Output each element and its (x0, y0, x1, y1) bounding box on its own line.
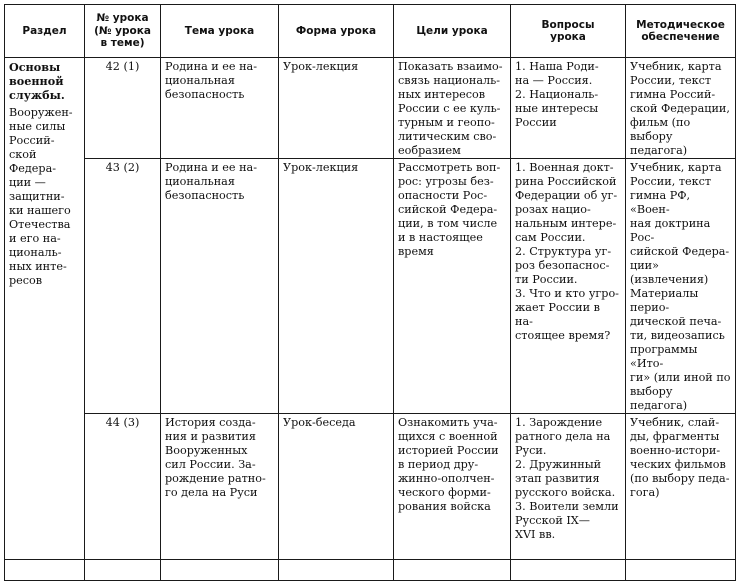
table-row-empty (5, 560, 736, 581)
topic-cell: Родина и ее на- циональная безопасность (161, 159, 279, 414)
header-lesson-number: № урока (№ урока в теме) (85, 5, 161, 58)
header-topic: Тема урока (161, 5, 279, 58)
header-goals: Цели урока (394, 5, 511, 58)
header-section: Раздел (5, 5, 85, 58)
table-row (5, 414, 736, 560)
questions-cell: 1. Наша Роди- на — Россия. 2. Националь- ные интересы России (511, 58, 626, 159)
materials-cell: Учебник, карта России, текст гимна РФ, «Воен- ная доктрина Рос- сийской Федера- ции» (извлечения) Материалы перио- дической печа- ти, видеозапись программы «Ито- ги» (или иной по выбору педагога) (626, 159, 736, 414)
header-form: Форма урока (279, 5, 394, 58)
header-questions: Вопросы урока (511, 5, 626, 58)
section-description: Вооружен- ные силы Россий- ской Федера- ции — защитни- ки нашего Отечества и его на- циональ- ных инте- ресов (9, 106, 73, 287)
lesson-number-cell: 42 (1) (85, 58, 161, 159)
empty-cell (511, 560, 626, 581)
form-cell: Урок-беседа (279, 414, 394, 560)
header-materials: Методическое обеспечение (626, 5, 736, 58)
materials-cell: Учебник, слай- ды, фрагменты военно-истори- ческих фильмов (по выбору педа- гога) (626, 414, 736, 560)
questions-cell: 1. Зарождение ратного дела на Руси. 2. Дружинный этап развития русского войска. 3. Воители земли Русской IX— XVI вв. (511, 414, 626, 560)
goals-cell: Показать взаимо- связь националь- ных интересов России с ее куль- турным и геопо- литическим сво- еобразием (394, 58, 511, 159)
empty-cell (161, 560, 279, 581)
questions-cell: 1. Военная докт- рина Российской Федерации об уг- розах нацио- нальным интере- сам России. 2. Структура уг- роз безопаснос- ти России. 3. Что и кто угро- жает России в на- стоящее время? (511, 159, 626, 414)
lesson-number-cell: 44 (3) (85, 414, 161, 560)
lesson-plan-table (4, 4, 736, 581)
header-row (5, 5, 736, 58)
goals-cell: Рассмотреть воп- рос: угрозы без- опасности Рос- сийской Федера- ции, в том числе и в настоящее время (394, 159, 511, 414)
form-cell: Урок-лекция (279, 159, 394, 414)
goals-cell: Ознакомить уча- щихся с военной историей России в период дру- жинно-ополчен- ческого форми- рования войска (394, 414, 511, 560)
form-cell: Урок-лекция (279, 58, 394, 159)
table-row (5, 58, 736, 159)
topic-cell: История созда- ния и развития Вооруженных сил России. За- рождение ратно- го дела на Руси (161, 414, 279, 560)
section-title: Основы военной службы. (9, 60, 65, 102)
empty-cell (5, 560, 85, 581)
materials-cell: Учебник, карта России, текст гимна Россий- ской Федерации, фильм (по выбору педагога) (626, 58, 736, 159)
empty-cell (626, 560, 736, 581)
section-cell (5, 58, 85, 560)
lesson-number-cell: 43 (2) (85, 159, 161, 414)
empty-cell (394, 560, 511, 581)
topic-cell: Родина и ее на- циональная безопасность (161, 58, 279, 159)
empty-cell (279, 560, 394, 581)
empty-cell (85, 560, 161, 581)
table-row (5, 159, 736, 414)
